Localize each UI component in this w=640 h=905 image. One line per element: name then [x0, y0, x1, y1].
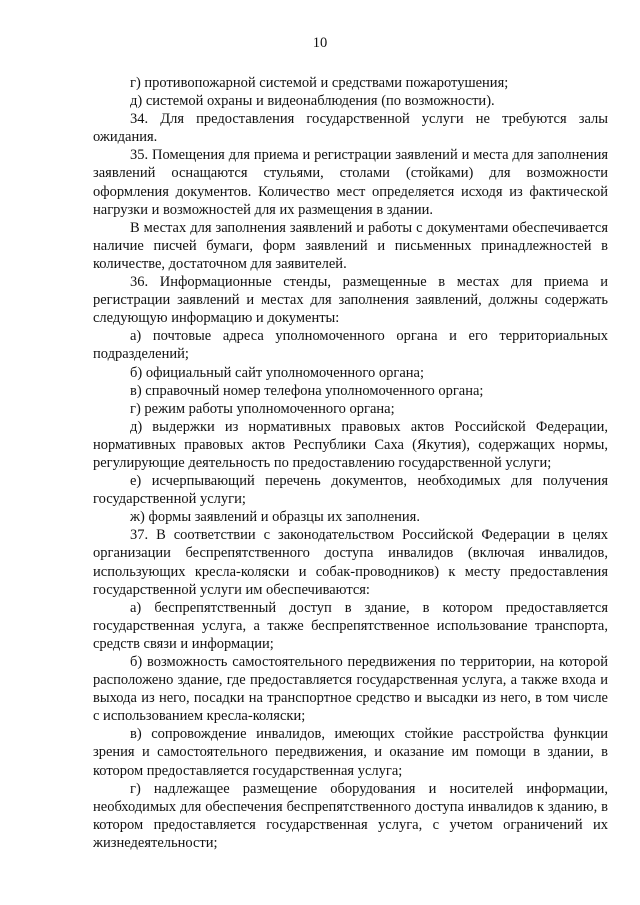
list-item-official-site: б) официальный сайт уполномоченного органа; — [130, 364, 424, 381]
paragraph-37-accessibility: 37. В соответствии с законодательством Российской Федерации в целях организации беспрепятственного доступа инвалидов (включая инвалидов, использующих кресла-коляски и собак-проводников) к месту предоставления государственной услуги им обеспечиваются: — [93, 527, 608, 598]
list-item-phone-number: в) справочный номер телефона уполномоченного органа; — [130, 382, 484, 399]
paragraph-security-cctv: д) системой охраны и видеонаблюдения (по возможности). — [130, 93, 495, 110]
list-item-forms-samples: ж) формы заявлений и образцы их заполнения. — [130, 509, 420, 526]
list-item-legal-extracts: д) выдержки из нормативных правовых актов Российской Федерации, нормативных правовых актов Республики Саха (Якутия), содержащих нормы, регулирующие деятельность по предоставлению государственной услуги; — [93, 418, 608, 471]
paragraph-34-waiting-halls: 34. Для предоставления государственной услуги не требуются залы ожидания. — [93, 111, 608, 146]
list-item-independent-movement: б) возможность самостоятельного передвижения по территории, на которой расположено здание, где предоставляется государственная услуга, а также входа и выхода из него, посадки на транспортное средство и высадки из него, в том числе с использованием кресла-коляски; — [93, 654, 608, 725]
paragraph-writing-supplies: В местах для заполнения заявлений и работы с документами обеспечивается наличие писчей бумаги, форм заявлений и письменных принадлежностей в количестве, достаточном для заявителей. — [93, 219, 608, 272]
paragraph-36-info-stands: 36. Информационные стенды, размещенные в местах для приема и регистрации заявлений и местах для заполнения заявлений, должны содержать следующую информацию и документы: — [93, 274, 608, 327]
list-item-postal-addresses: а) почтовые адреса уполномоченного органа и его территориальных подразделений; — [93, 328, 608, 363]
page-number: 10 — [312, 35, 328, 51]
list-item-building-access: а) беспрепятственный доступ в здание, в котором предоставляется государственная услуга, а также беспрепятственное использование транспорта, средств связи и информации; — [93, 599, 608, 652]
list-item-equipment-placement: г) надлежащее размещение оборудования и носителей информации, необходимых для обеспечения беспрепятственного доступа инвалидов к зданию, в котором предоставляется государственная услуга, с учетом ограничений их жизнедеятельности; — [93, 780, 608, 851]
body-text — [93, 74, 608, 852]
paragraph-fire-protection: г) противопожарной системой и средствами пожаротушения; — [130, 75, 509, 91]
list-item-escort-assistance: в) сопровождение инвалидов, имеющих стойкие расстройства функции зрения и самостоятельного передвижения, и оказание им помощи в здании, в котором предоставляется государственная услуга; — [93, 726, 608, 779]
paragraph-35-premises: 35. Помещения для приема и регистрации заявлений и места для заполнения заявлений оснащаются стульями, столами (стойками) для возможности оформления документов. Количество мест определяется исходя из фактической нагрузки и возможностей для их размещения в здании. — [93, 147, 608, 218]
list-item-document-list: е) исчерпывающий перечень документов, необходимых для получения государственной услуги; — [93, 473, 608, 508]
list-item-working-hours: г) режим работы уполномоченного органа; — [130, 400, 395, 417]
